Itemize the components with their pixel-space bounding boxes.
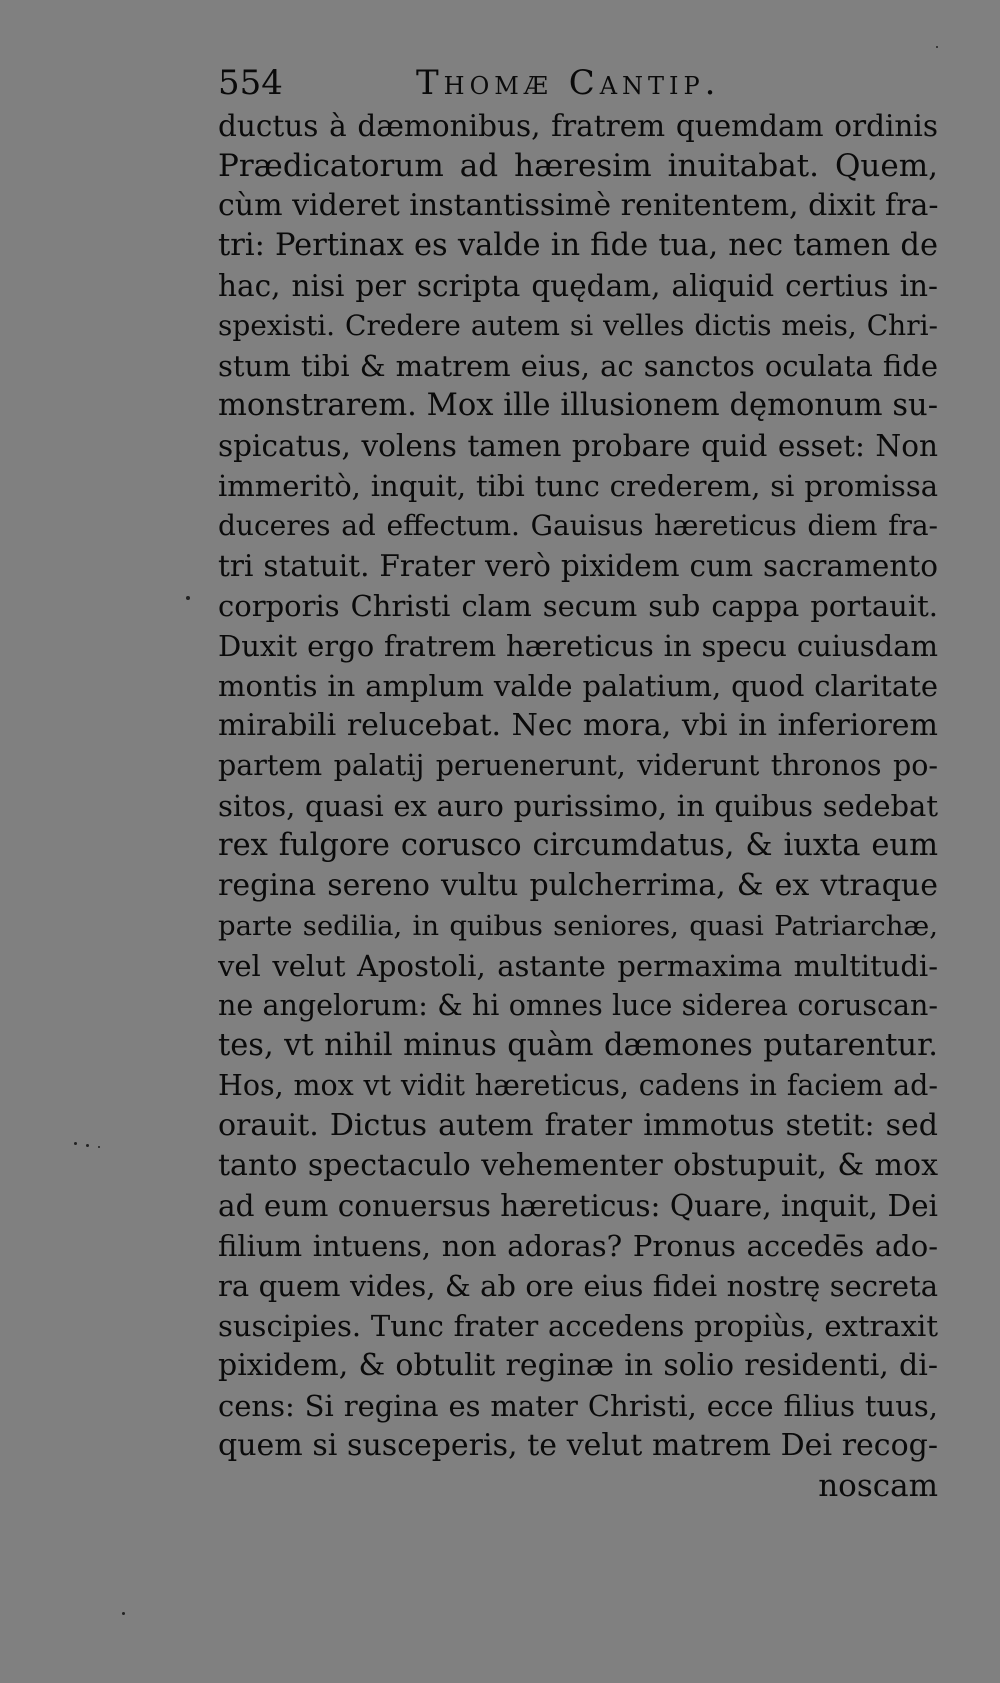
- text-line: Prædicatorum ad hæresim inuitabat. Quem,: [218, 148, 938, 184]
- text-line: hac, nisi per scripta quędam, aliquid certius in-: [218, 269, 938, 303]
- text-line: rex fulgore corusco circumdatus, & iuxta eum: [218, 828, 938, 863]
- text-line: ne angelorum: & hi omnes luce siderea coruscan-: [218, 989, 938, 1022]
- text-line: tri: Pertinax es valde in fide tua, nec tamen de: [218, 228, 938, 263]
- text-line: sitos, quasi ex auro purissimo, in quibus sedebat: [218, 789, 938, 823]
- text-line: partem palatij peruenerunt, viderunt thronos po-: [218, 749, 938, 782]
- body-text: [218, 106, 938, 1506]
- ink-speck: [74, 1142, 77, 1145]
- text-line: stum tibi & matrem eius, ac sanctos oculata fide: [218, 349, 938, 383]
- text-line: ad eum conuersus hæreticus: Quare, inquit, Dei: [218, 1189, 938, 1223]
- ink-speck: [936, 46, 938, 48]
- text-line: corporis Christi clam secum sub cappa portauit.: [218, 589, 938, 623]
- text-line: montis in amplum valde palatium, quod claritate: [218, 669, 938, 703]
- text-line: parte sedilia, in quibus seniores, quasi Patriarchæ,: [218, 910, 938, 942]
- text-line: suscipies. Tunc frater accedens propiùs, extraxit: [218, 1309, 938, 1343]
- ink-speck: [98, 1146, 100, 1148]
- text-line: ra quem vides, & ab ore eius fidei nostrę secreta: [218, 1269, 938, 1303]
- page-header: [218, 58, 758, 108]
- text-line: tes, vt nihil minus quàm dæmones putarentur.: [218, 1028, 938, 1063]
- text-line: vel velut Apostoli, astante permaxima multitudi-: [218, 949, 938, 983]
- text-line: quem si susceperis, te velut matrem Dei recog-: [218, 1428, 938, 1463]
- text-line: regina sereno vultu pulcherrima, & ex vtraque: [218, 868, 938, 903]
- text-line: filium intuens, non adoras? Pronus accedēs ado-: [218, 1229, 938, 1263]
- text-line: ductus à dæmonibus, fratrem quemdam ordinis: [218, 109, 938, 143]
- ink-speck: [86, 1144, 89, 1147]
- text-line: cùm videret instantissimè renitentem, dixit fra-: [218, 188, 938, 223]
- ink-speck: [122, 1612, 125, 1615]
- text-line: duceres ad effectum. Gauisus hæreticus diem fra-: [218, 509, 938, 542]
- text-line: tanto spectaculo vehementer obstupuit, & mox: [218, 1148, 938, 1183]
- text-line: pixidem, & obtulit reginæ in solio residenti, di-: [218, 1348, 938, 1383]
- catchword: noscam: [818, 1468, 938, 1504]
- text-line: spicatus, volens tamen probare quid esset: Non: [218, 429, 938, 463]
- text-line: tri statuit. Frater verò pixidem cum sacramento: [218, 549, 938, 583]
- ink-speck: [186, 596, 190, 600]
- text-line: spexisti. Credere autem si velles dictis meis, Chri-: [218, 309, 938, 342]
- text-line: Duxit ergo fratrem hæreticus in specu cuiusdam: [218, 629, 938, 663]
- text-line: cens: Si regina es mater Christi, ecce filius tuus,: [218, 1389, 938, 1423]
- text-line: immeritò, inquit, tibi tunc crederem, si promissa: [218, 469, 938, 503]
- text-line: mirabili relucebat. Nec mora, vbi in inferiorem: [218, 708, 938, 743]
- page-number: 554: [218, 63, 283, 103]
- text-line: Hos, mox vt vidit hæreticus, cadens in faciem ad-: [218, 1069, 938, 1102]
- running-title: Thomæ Cantip.: [416, 63, 721, 103]
- text-line: monstrarem. Mox ille illusionem dęmonum su-: [218, 388, 938, 423]
- text-line: orauit. Dictus autem frater immotus stetit: sed: [218, 1108, 938, 1143]
